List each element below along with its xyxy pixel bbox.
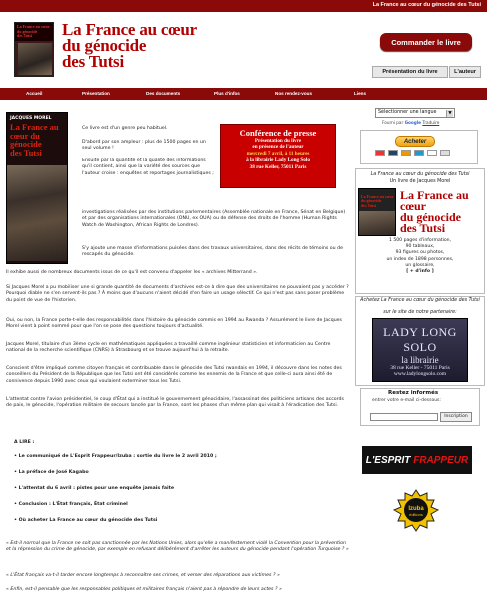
order-book-button[interactable]: Commander le livre: [380, 33, 472, 51]
chevron-down-icon: ▼: [446, 110, 453, 117]
izuba-logo[interactable]: [392, 488, 440, 532]
article-p8: Jacques Morel, titulaire d'un 3ème cycle en mathématiques appliquées a travaillé comme ingénieur statisticien et informaticien au Centre national de la recherche scientifique (CNRS) à Strasbourg et se trouve aujourd'hui à la retraite.: [6, 342, 331, 354]
article-p1: Ce livre est d'un genre peu habituel.: [82, 126, 168, 131]
article-p5: Il exhibe aussi de nombreux documents issus de ce qu'il est convenu d'appeler les « archives Mitterrand ».: [6, 270, 258, 275]
language-select[interactable]: Sélectionner une langue ▼: [375, 108, 455, 118]
subnav-presentation[interactable]: Présentation du livre: [372, 66, 448, 78]
esprit-frappeur-logo[interactable]: L'ESPRIT FRAPPEUR: [362, 446, 472, 474]
book-thumbnail[interactable]: La France au cœur du génocide des Tutsi: [358, 188, 396, 236]
subscribe-button[interactable]: Inscription: [440, 412, 472, 422]
svg-text:Izuba: Izuba: [408, 506, 424, 512]
site-logo-cover[interactable]: [14, 22, 54, 77]
book-cover-image: JACQUES MOREL La France au cœur du génocide des Tutsi: [6, 112, 68, 264]
payment-cards-icon: [375, 150, 450, 156]
read-item-2[interactable]: • La préface de José Kagabo: [14, 470, 89, 475]
article-p9: Conscient d'être impliqué comme citoyen français et contribuable dans le génocide des Tutsi rwandais en 1994, il découvre dans les notes des conseillers du Président de la République que les Tutsi ont été considérés comme les ennemis de la France et que celle-ci aura ainsi été de connivence depuis 1990 avec ceux qui voulaient exterminer tous les Tutsi.: [6, 366, 342, 384]
logo-photo: [18, 43, 52, 75]
powered-by-google: Fourni par Google Traduire: [382, 120, 440, 125]
newsletter-heading: Restez informés: [388, 390, 439, 396]
top-bar-text: La France au cœur du génocide des Tutsi: [372, 2, 481, 8]
site-title[interactable]: La France au cœur du génocide des Tutsi: [62, 20, 197, 71]
paypal-buy-button[interactable]: Acheter: [395, 136, 435, 147]
book-promo-author: Un livre de Jacques Morel: [389, 179, 451, 184]
press-conference-box[interactable]: Conférence de presse Présentation du livre en présence de l'auteur mercredi 7 avril, à 11 heures à la librairie Lady Long Solo 38 rue Keller, 75011 Paris: [220, 124, 336, 188]
subnav-author[interactable]: L'auteur: [449, 66, 481, 78]
article-p7: Oui, ou non, la France porte-t-elle des responsabilités dans l'histoire du génocide commis en 1994 au Rwanda ? Assurément le livre de Jacques Morel vient à point nommé pour que l'on se pose des questions toujours d'actualité.: [6, 318, 342, 330]
lady-long-solo-banner[interactable]: LADY LONG SOLO la librairie 38 rue Keller - 75011 Paris www.ladylongsolo.com: [372, 318, 468, 382]
book-stats: 1 500 pages d'information, 90 tableaux, 93 figures ou photos, un index de 1898 personnes, un glossaire, [ + d'info ]: [355, 238, 485, 275]
article-p2: D'abord par son ampleur : plus de 1500 pages en un seul volume !: [82, 140, 206, 152]
read-item-4[interactable]: • Conclusion : L'État français, État criminel: [14, 502, 128, 507]
logo-title: La France au cœur du génocide des Tutsi: [17, 24, 50, 38]
nav-documents[interactable]: Des documents: [146, 91, 181, 96]
nav-links[interactable]: Liens: [354, 91, 366, 96]
cover-photo: [7, 165, 67, 261]
read-item-5[interactable]: • Où acheter La France au cœur du génocide des Tutsi: [14, 518, 158, 523]
bookstore-text: Achetez La France au cœur du génocide des Tutsi: [360, 298, 480, 303]
article-p6: Si Jacques Morel a pu mobiliser une si grande quantité de documents d'archives est-ce à dire que des universitaires ne pouvaient pas y accéder ? Pourquoi diable ne s'en servent-ils pas ? À moins que d'aucuns n'aient décidé d'en faire un usage sélectif. Ce qui n'est pas sans poser problème du point de vue de l'historien.: [6, 285, 349, 303]
question-1: « Est-il normal que la France ne soit pas sanctionnée par les Nations Unies, alors qu'elle a manifestement violé la Convention pour la prévention et la répression du crime de génocide, par exemple en refusant délibérément d'arrêter les auteurs du génocide pendant l'opération Turquoise ? »: [6, 541, 349, 553]
read-item-1[interactable]: • Le communiqué de L'Esprit Frappeur/Izuba : sortie du livre le 2 avril 2010 ;: [14, 454, 217, 459]
book-promo-heading: La France au cœur du génocide des Tutsi: [400, 188, 469, 235]
main-nav: [0, 88, 487, 100]
svg-text:éditions: éditions: [409, 512, 423, 517]
more-info-link[interactable]: [ + d'info ]: [406, 269, 434, 275]
nav-home[interactable]: Accueil: [26, 91, 43, 96]
article-p3-start: Ensuite par la quantité et la qualité des informations qu'il contient, ainsi que la variété des sources que l'auteur croise : enquêtes et reportages journalistiques ;: [82, 158, 214, 176]
book-promo-title: La France au cœur du génocide des Tutsi: [370, 172, 470, 177]
read-list-heading: A LIRE :: [14, 440, 35, 445]
article-p3: investigations réalisées par des institutions parlementaires (Assemblée nationale en France, Sénat en Belgique) et par des organisations internationales (ONU, ex OUA) ou de défense des droits de l'homme (Human Rights Watch de Washington, African Rights de Londres).: [82, 210, 346, 228]
question-2: « L'État français va-t-il tarder encore longtemps à reconnaître ses crimes, et verser des réparations aux victimes ? »: [6, 573, 280, 578]
nav-presentation[interactable]: Présentation: [82, 91, 110, 96]
article-p10: L'attentat contre l'avion présidentiel, le coup d'État qui a institué le gouvernement génocidaire, l'assassinat des politiciens artisans des accords de paix, le génocide, l'opération militaire de secours lancée par la France, sont les phases d'un même plan qui visait à l'éradication des Tutsi.: [6, 397, 344, 409]
article-p4: S'y ajoute une masse d'informations puisées dans des travaux universitaires, dans des récits de témoins ou de rescapés du génocide.: [82, 246, 343, 258]
bookstore-subtext: sur le site de notre partenaire:: [383, 310, 457, 315]
read-item-3[interactable]: • L'attentat du 6 avril : pistes pour une enquête jamais faite: [14, 486, 175, 491]
nav-appointments[interactable]: Nos rendez-vous: [275, 91, 313, 96]
email-field[interactable]: [370, 413, 438, 421]
top-bar: [0, 0, 487, 12]
question-3: « Enfin, est-il pensable que les responsables politiques et militaires français n'aient pas à répondre de leurs actes ? »: [6, 587, 282, 592]
nav-more-info[interactable]: Plus d'infos: [214, 91, 240, 96]
newsletter-subtext: entrer votre e-mail ci-dessous:: [372, 398, 441, 403]
